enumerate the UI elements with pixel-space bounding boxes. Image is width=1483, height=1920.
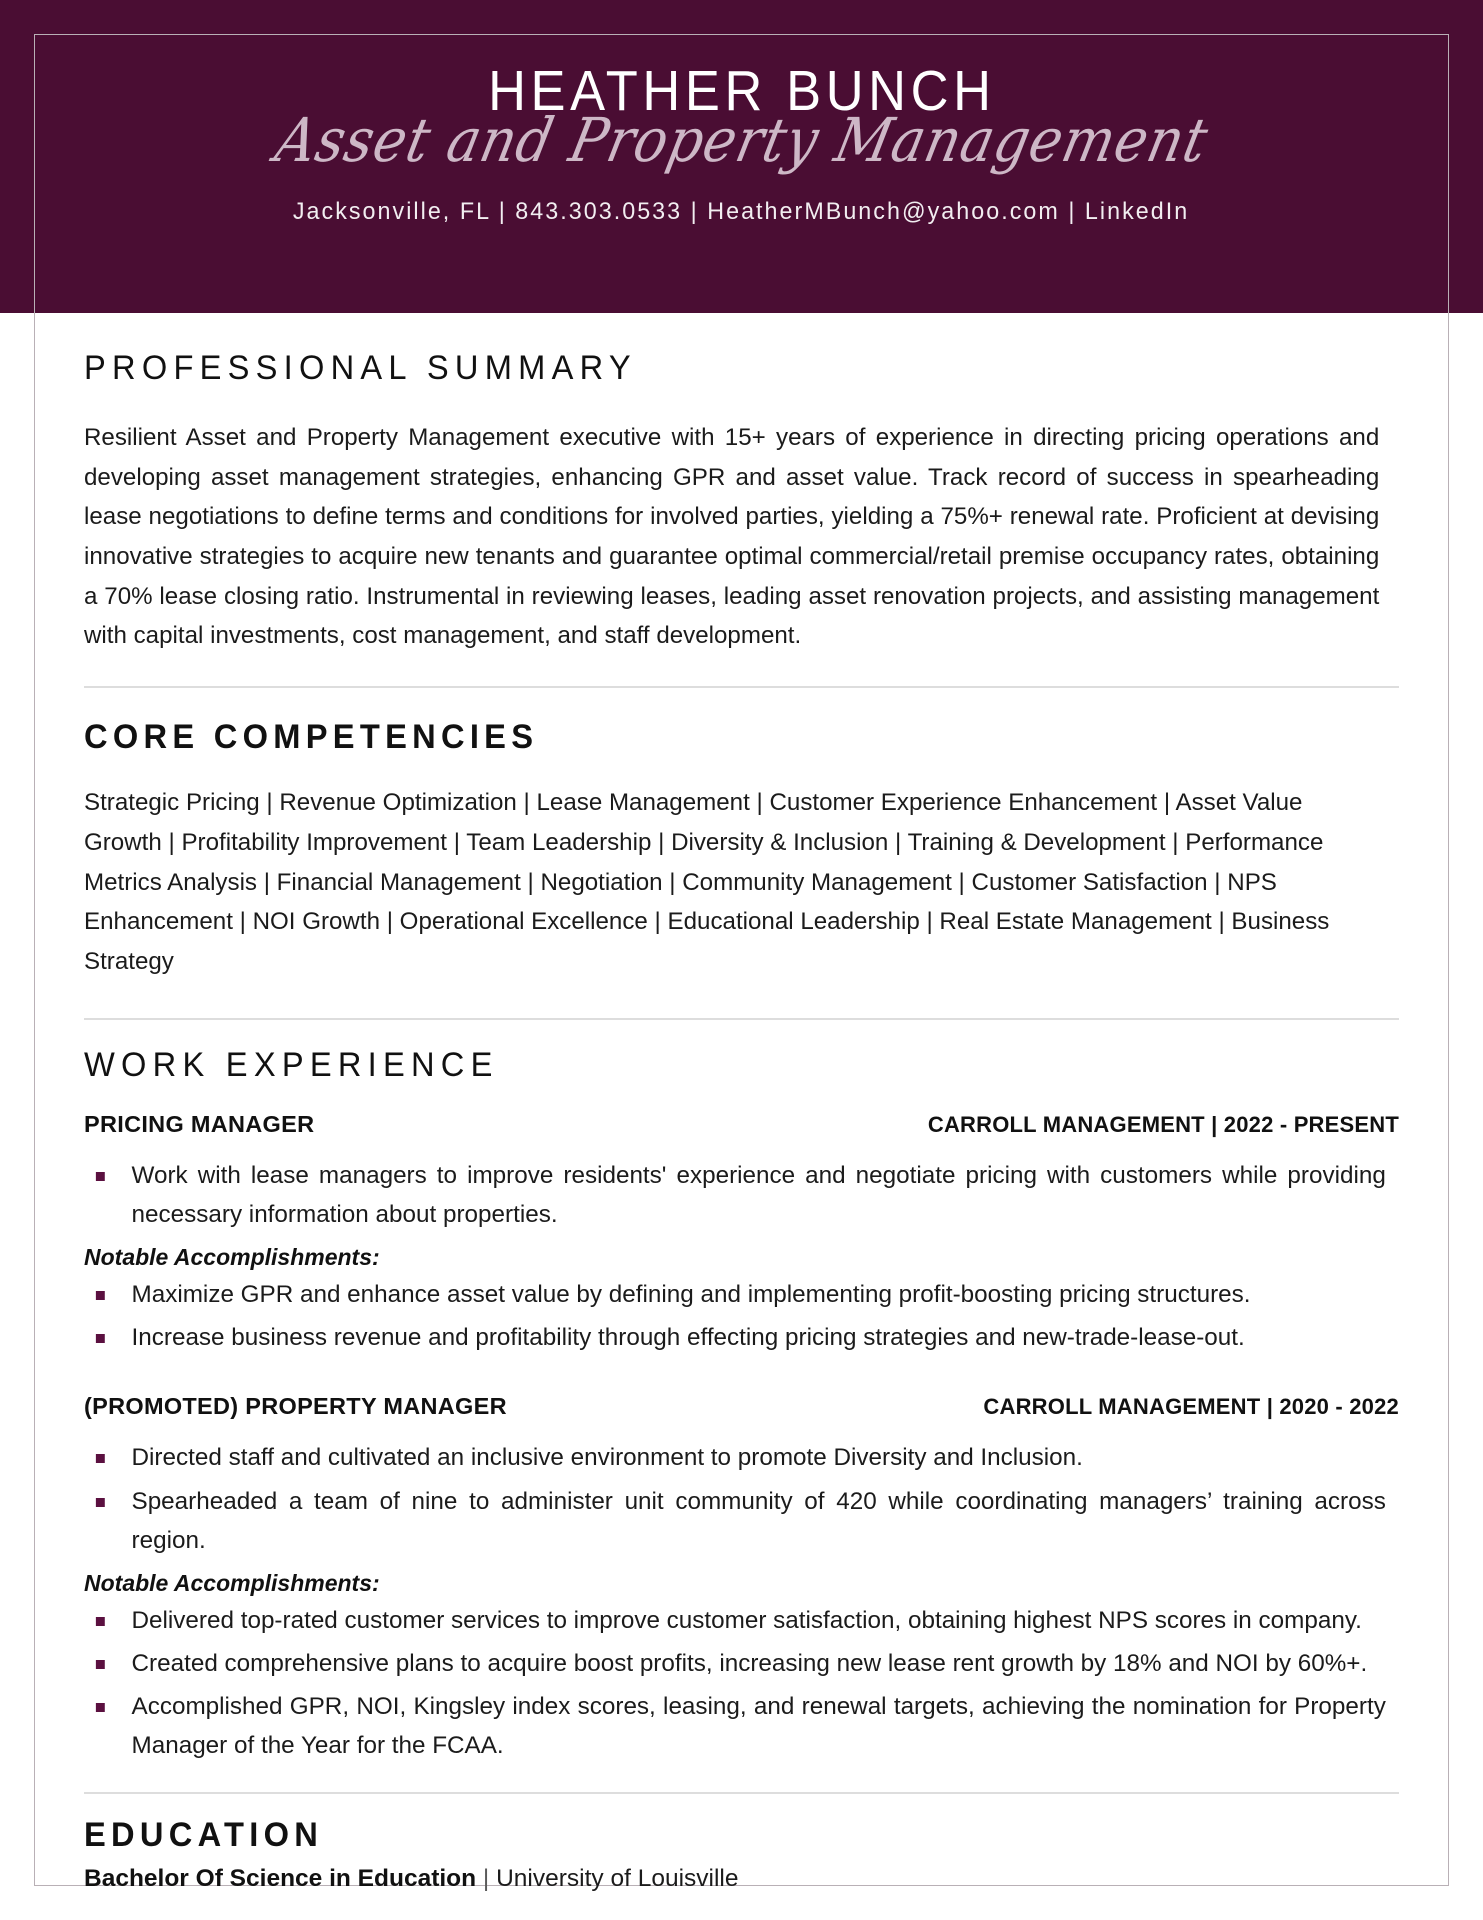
bullet-square-icon bbox=[96, 1172, 105, 1181]
job-title: PRICING MANAGER bbox=[84, 1110, 315, 1137]
section-work-experience bbox=[84, 1046, 1399, 1766]
job-entry bbox=[84, 1393, 1399, 1765]
jobs-container bbox=[84, 1111, 1399, 1766]
education-separator: | bbox=[482, 1864, 490, 1892]
notable-accomplishments-label: Notable Accomplishments: bbox=[84, 1243, 380, 1270]
job-responsibilities-list bbox=[84, 1438, 1399, 1560]
bullet-square-icon bbox=[96, 1454, 105, 1463]
contact-line[interactable]: Jacksonville, FL | 843.303.0533 | HeatherMBunch@yahoo.com | LinkedIn bbox=[293, 197, 1190, 225]
bullet-item: Work with lease managers to improve residents' experience and negotiate pricing with customers while providing necessary information about properties. bbox=[84, 1156, 1386, 1234]
notable-accomplishments-list bbox=[84, 1275, 1399, 1357]
bullet-square-icon bbox=[96, 1291, 105, 1300]
resume-body bbox=[0, 313, 1483, 1893]
education-degree: Bachelor Of Science in Education bbox=[84, 1864, 477, 1892]
section-heading-education: EDUCATION bbox=[84, 1815, 324, 1854]
notable-accomplishments-label: Notable Accomplishments: bbox=[84, 1569, 380, 1596]
bullet-item: Spearheaded a team of nine to administer unit community of 420 while coordinating managers’ training across region. bbox=[84, 1482, 1386, 1560]
job-company-dates: CARROLL MANAGEMENT | 2020 - 2022 bbox=[983, 1394, 1399, 1420]
job-header-row bbox=[84, 1111, 1399, 1138]
bullet-square-icon bbox=[96, 1617, 105, 1626]
bullet-item: Delivered top-rated customer services to improve customer satisfaction, obtaining highest NPS scores in company. bbox=[84, 1601, 1386, 1640]
job-title: (PROMOTED) PROPERTY MANAGER bbox=[84, 1393, 507, 1420]
section-heading-summary: PROFESSIONAL SUMMARY bbox=[84, 349, 637, 387]
bullet-item: Maximize GPR and enhance asset value by defining and implementing profit-boosting pricing structures. bbox=[84, 1275, 1386, 1314]
bullet-item: Created comprehensive plans to acquire boost profits, increasing new lease rent growth by 18% and NOI by 60%+. bbox=[84, 1644, 1386, 1683]
job-header-row bbox=[84, 1393, 1399, 1420]
bullet-square-icon bbox=[96, 1703, 105, 1712]
competencies-list: Strategic Pricing | Revenue Optimization | Lease Management | Customer Experience Enhancement | Asset Value Growth | Profitability Improvement | Team Leadership | Diversity & Inclusion | Training & Development | Performance Metrics Analysis | Financial Management | Negotiation | Community Management | Customer Satisfaction | NPS Enhancement | NOI Growth | Operational Excellence | Educational Leadership | Real Estate Management | Business Strategy bbox=[84, 789, 1330, 975]
education-entry bbox=[84, 1865, 1399, 1893]
section-core-competencies bbox=[84, 718, 1399, 981]
section-heading-competencies: CORE COMPETENCIES bbox=[84, 718, 539, 757]
bullet-item: Increase business revenue and profitability through effecting pricing strategies and new-trade-lease-out. bbox=[84, 1318, 1386, 1357]
section-professional-summary bbox=[84, 349, 1399, 656]
bullet-square-icon bbox=[96, 1334, 105, 1343]
bullet-square-icon bbox=[96, 1498, 105, 1507]
notable-accomplishments-list bbox=[84, 1601, 1399, 1766]
candidate-name: HEATHER BUNCH bbox=[487, 59, 996, 123]
job-entry bbox=[84, 1111, 1399, 1358]
job-responsibilities-list bbox=[84, 1156, 1399, 1234]
job-company-dates: CARROLL MANAGEMENT | 2022 - PRESENT bbox=[927, 1111, 1399, 1137]
bullet-square-icon bbox=[96, 1660, 105, 1669]
summary-paragraph: Resilient Asset and Property Management executive with 15+ years of experience in directing pricing operations and developing asset management strategies, enhancing GPR and asset value. Track record of success in spearheading lease negotiations to define terms and conditions for involved parties, yielding a 75%+ renewal rate. Proficient at devising innovative strategies to acquire new tenants and guarantee optimal commercial/retail premise occupancy rates, obtaining a 70% lease closing ratio. Instrumental in reviewing leases, leading asset renovation projects, and assisting management with capital investments, cost management, and staff development. bbox=[84, 424, 1380, 650]
resume-header bbox=[0, 0, 1483, 313]
candidate-tagline: Asset and Property Management bbox=[269, 105, 1215, 176]
section-heading-experience: WORK EXPERIENCE bbox=[84, 1045, 499, 1084]
bullet-item: Accomplished GPR, NOI, Kingsley index scores, leasing, and renewal targets, achieving the nomination for Property Manager of the Year for the FCAA. bbox=[84, 1687, 1386, 1765]
bullet-item: Directed staff and cultivated an inclusive environment to promote Diversity and Inclusion. bbox=[84, 1438, 1386, 1477]
education-school: University of Louisville bbox=[496, 1864, 739, 1892]
section-education bbox=[84, 1816, 1399, 1893]
